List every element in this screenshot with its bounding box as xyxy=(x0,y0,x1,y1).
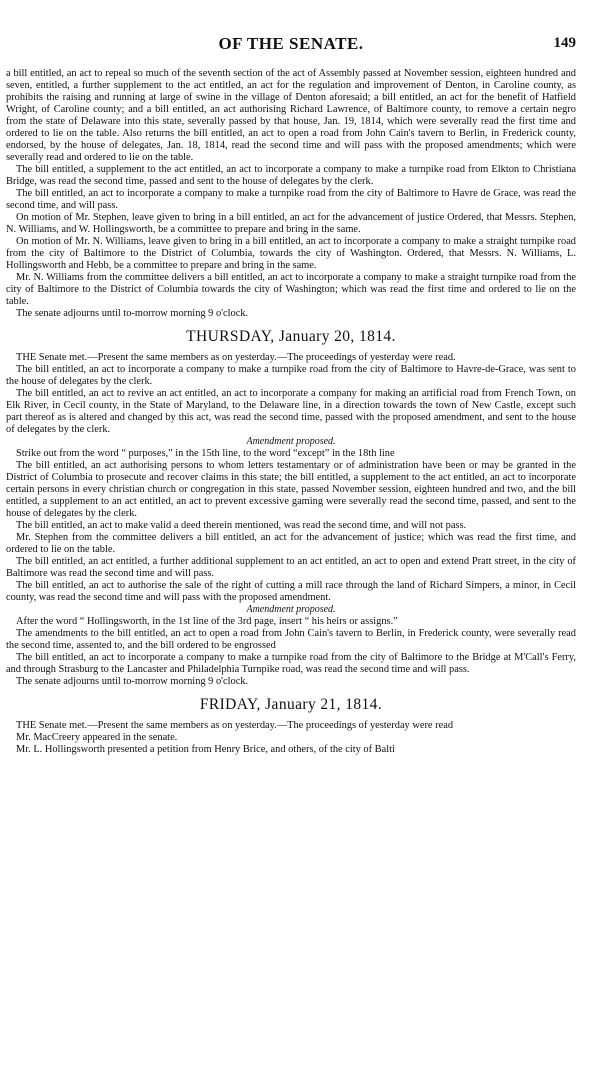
journal-content xyxy=(6,68,576,756)
day-name: THURSDAY, xyxy=(186,328,275,345)
paragraph: Mr. N. Williams from the committee delivers a bill entitled, an act to incorporate a company to make a straight turnpike road from the city of Baltimore to the District of Columbia towards the city of Washington; which was read the first time and ordered to lie on the table. xyxy=(6,272,576,307)
paragraph: On motion of Mr. Stephen, leave given to bring in a bill entitled, an act for the advancement of justice Ordered, that Messrs. Stephen, N. Williams, and W. Hollingsworth, be a committee to prepare and bring in the same. xyxy=(6,212,576,235)
paragraph: The bill entitled, an act to revive an act entitled, an act to incorporate a company for making an artificial road from French Town, on Elk River, in Cecil county, in the State of Maryland, to the Delaware line, in a direction towards the town of New Castle, except such part thereof as is altered and changed by this act, was read the second time, passed with the proposed amendment, and sent to the house of delegates by the clerk. xyxy=(6,388,576,435)
paragraph: The bill entitled, an act entitled, a further additional supplement to an act entitled, an act to open and extend Pratt street, in the city of Baltimore was read the second time and will pass. xyxy=(6,556,576,579)
paragraph: THE Senate met.—Present the same members as on yesterday.—The proceedings of yesterday were read xyxy=(16,720,454,731)
paragraph: Strike out from the word “ purposes,” in the 15th line, to the word “except” in the 18th line xyxy=(16,448,395,459)
paragraph: The amendments to the bill entitled, an act to open a road from John Cain's tavern to Berlin, in Frederick county, were severally read the second time, assented to, and the bill ordered to be engrossed xyxy=(6,628,576,651)
paragraph: On motion of Mr. N. Williams, leave given to bring in a bill entitled, an act to incorporate a company to make a straight turnpike road from the city of Baltimore to the District of Columbia, towards the city of Washington. Ordered, that Messrs. N. Williams, L. Hollingsworth and Hebb, be a committee to prepare and bring in the same. xyxy=(6,236,576,271)
day-name: FRIDAY, xyxy=(199,696,261,713)
day-date: January 21, 1814. xyxy=(265,696,383,713)
paragraph: Mr. Stephen from the committee delivers a bill entitled, an act for the advancement of justice; which was read the first time, and ordered to lie on the table. xyxy=(6,532,576,555)
paragraph: The bill entitled, an act to incorporate a company to make a turnpike road from the city of Baltimore to Havre-de-Grace, was sent to the house of delegates by the clerk. xyxy=(6,364,576,387)
paragraph: THE Senate met.—Present the same members as on yesterday.—The proceedings of yesterday were read. xyxy=(16,352,456,363)
paragraph: The senate adjourns until to-morrow morning 9 o'clock. xyxy=(16,308,249,319)
paragraph: Mr. L. Hollingsworth presented a petition from Henry Brice, and others, of the city of Balti xyxy=(16,744,395,755)
day-heading-friday xyxy=(6,696,576,714)
running-title: OF THE SENATE. xyxy=(218,34,364,53)
page-number: 149 xyxy=(553,35,576,51)
paragraph: The bill entitled, an act to make valid a deed therein mentioned, was read the second time, and will not pass. xyxy=(16,520,467,531)
paragraph: Mr. MacCreery appeared in the senate. xyxy=(16,732,178,743)
day-heading-thursday xyxy=(6,328,576,346)
running-head xyxy=(6,34,576,58)
amendment-heading: Amendment proposed. xyxy=(246,436,336,447)
paragraph: The bill entitled, an act authorising persons to whom letters testamentary or of administration have been or may be granted in the District of Columbia to prosecute and recover claims in this state; the bill entitled, a supplement to the act entitled, an act to incorporate certain persons in every christian church or congregation in this state, passed November session, eighteen hundred and two, and the bill entitled, a supplement to an act entitled, an act to prevent excessive gaming were severally read the second time, passed, and sent to the house of delegates by the clerk. xyxy=(6,460,576,519)
paragraph: The senate adjourns until to-morrow morning 9 o'clock. xyxy=(16,676,249,687)
paragraph: The bill entitled, an act to authorise the sale of the right of cutting a mill race through the land of Richard Simpers, a minor, in Cecil county, was read the second time and will pass with the proposed amendment. xyxy=(6,580,576,603)
day-date: January 20, 1814. xyxy=(278,328,396,345)
amendment-heading: Amendment proposed. xyxy=(246,604,336,615)
paragraph: The bill entitled, an act to incorporate a company to make a turnpike road from the city of Baltimore to Havre de Grace, was read the second time, and will pass. xyxy=(6,188,576,211)
paragraph: The bill entitled, a supplement to the act entitled, an act to incorporate a company to make a turnpike road from Elkton to Christiana Bridge, was read the second time, passed and sent to the house of delegates by the clerk. xyxy=(6,164,576,187)
paragraph: a bill entitled, an act to repeal so much of the seventh section of the act of Assembly passed at November session, eighteen hundred and seven, entitled, a further supplement to the act entitled, an act for the regulation and improvement of Denton, in Caroline county, as prohibits the raising and running at large of swine in the village of Denton aforesaid; a bill entitled, an act for the benefit of Hatfield Wright, of Caroline county; and a bill entitled, an act authorising Richard Lawrence, of Baltimore county, to remove a certain negro from the state of Delaware into this state, severally passed by that house, Jan. 19, 1814, which were severally read the first time and ordered to lie on the table. Also returns the bill entitled, an act to open a road from John Cain's tavern to Berlin, in Frederick county, endorsed, by the house of delegates, Jan. 18, 1814, read the second time and will pass with the proposed amendments; which were severally read and ordered to lie on the table. xyxy=(6,68,576,163)
paragraph: The bill entitled, an act to incorporate a company to make a turnpike road from the city of Baltimore to the Bridge at M'Call's Ferry, and through Strasburg to the Lancaster and Philadelphia Turnpike road, was read the second time and will pass. xyxy=(6,652,576,675)
paragraph: After the word “ Hollingsworth, in the 1st line of the 3rd page, insert “ his heirs or assigns.” xyxy=(16,616,398,627)
